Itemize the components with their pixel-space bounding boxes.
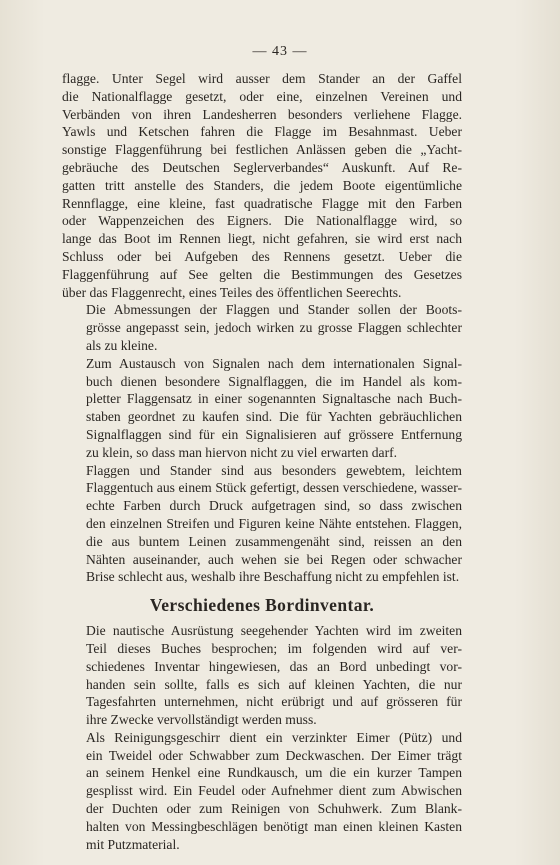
text-line: flagge. Unter Segel wird ausser dem Stander an der Gaffel	[62, 71, 462, 86]
paragraph	[62, 301, 462, 354]
paragraphs-after-heading	[62, 622, 462, 853]
text-line: Rennflagge, eine kleine, fast quadratische Flagge mit den Farben	[62, 195, 462, 211]
paragraph	[62, 622, 462, 729]
text-line: staben geordnet zu kaufen sind. Die für Yachten gebräuchlichen	[86, 409, 462, 425]
text-line: gatten tritt anstelle des Standers, die jedem Boote eigentümliche	[62, 177, 462, 193]
text-line: sonstige Flaggenführung bei festlichen Anlässen geben die „Yacht-	[62, 142, 462, 158]
text-line: buch dienen besondere Signalflaggen, die im Handel als kom-	[86, 373, 462, 389]
text-line: echte Farben durch Druck aufgetragen sind, so dass zwischen	[86, 498, 462, 514]
text-line: Brise schlecht aus, weshalb ihre Beschaffung nicht zu empfehlen ist.	[86, 569, 460, 585]
text-line: Nähten auseinander, auch wehen sie bei Regen oder schwacher	[86, 551, 462, 567]
text-line: oder Wappenzeichen des Eigners. Die Nationalflagge wird, so	[62, 213, 462, 229]
text-line: Schluss oder bei Aufgeben des Rennens gesetzt. Ueber die	[62, 248, 462, 264]
section-heading: Verschiedenes Bordinventar.	[149, 595, 375, 616]
text-line: Teil dieses Buches besprochen; im folgenden wird auf ver-	[86, 640, 462, 656]
text-line: Die Abmessungen der Flaggen und Stander sollen der Boots-	[86, 302, 462, 318]
text-line: Flaggentuch aus einem Stück gefertigt, dessen verschiedene, wasser-	[86, 480, 462, 496]
text-line: die aus buntem Leinen zusammengenäht sind, reissen an den	[86, 533, 462, 549]
page-number: — 43 —	[252, 44, 308, 59]
text-line: handen sein sollte, falls es sich auf kleinen Yachten, die nur	[86, 676, 462, 692]
text-line: an seinem Henkel eine Rundkausch, um die ein kurzer Tampen	[86, 765, 462, 781]
text-line: den einzelnen Streifen und Figuren keine Nähte entstehen. Flaggen,	[86, 515, 462, 531]
paragraph	[62, 462, 462, 587]
page-body	[62, 70, 462, 853]
text-line: gesplisst wird. Ein Feudel oder Aufnehmer dient zum Abwischen	[86, 783, 462, 799]
text-line: Yawls und Ketschen fahren die Flagge im Besahnmast. Ueber	[62, 124, 462, 140]
paragraph	[62, 729, 462, 854]
paragraph	[62, 355, 462, 462]
text-line: ihre Zwecke vervollständigt werden muss.	[86, 712, 317, 728]
text-line: mit Putzmaterial.	[86, 836, 180, 852]
text-line: Verbänden von ihren Landesherren besonders verliehene Flagge.	[62, 106, 462, 122]
paragraph	[62, 70, 462, 301]
text-line: als zu kleine.	[86, 337, 158, 353]
text-line: lange das Boot im Rennen liegt, nicht gefahren, sie wird erst nach	[62, 231, 462, 247]
text-line: schiedenes Inventar hingewiesen, das an Bord unbedingt vor-	[86, 658, 462, 674]
text-line: grösse angepasst sein, jedoch wirken zu grosse Flaggen schlechter	[86, 320, 462, 336]
paragraphs-before-heading	[62, 70, 462, 586]
text-line: Zum Austausch von Signalen nach dem internationalen Signal-	[86, 355, 462, 371]
text-line: Tagesfahrten unternehmen, nicht erübrigt und auf grösseren für	[86, 694, 462, 710]
text-line: die Nationalflagge gesetzt, oder eine, einzelnen Vereinen und	[62, 88, 462, 104]
text-line: Als Reinigungsgeschirr dient ein verzinkter Eimer (Pütz) und	[86, 729, 462, 745]
text-line: der Duchten oder zum Reinigen von Schuhwerk. Zum Blank-	[86, 801, 462, 817]
text-line: pletter Flaggensatz in einer sogenannten Signaltasche nach Buch-	[86, 391, 462, 407]
text-line: Signalflaggen sind für ein Signalisieren auf grössere Entfernung	[86, 426, 462, 442]
text-line: zu klein, so dass man hiervon nicht zu viel erwarten darf.	[86, 444, 398, 460]
text-line: Flaggen und Stander sind aus besonders gewebtem, leichtem	[86, 462, 462, 478]
text-line: über das Flaggenrecht, eines Teiles des öffentlichen Seerechts.	[62, 284, 402, 300]
text-line: Flaggenführung auf See gelten die Bestimmungen des Gesetzes	[62, 266, 462, 282]
text-line: halten von Messingbeschlägen benötigt man einen kleinen Kasten	[86, 818, 462, 834]
text-line: ein Tweidel oder Schwabber zum Deckwaschen. Der Eimer trägt	[86, 747, 462, 763]
text-line: Die nautische Ausrüstung seegehender Yachten wird im zweiten	[86, 623, 462, 639]
text-line: gebräuche des Deutschen Seglerverbandes“ Auskunft. Auf Re-	[62, 159, 462, 175]
